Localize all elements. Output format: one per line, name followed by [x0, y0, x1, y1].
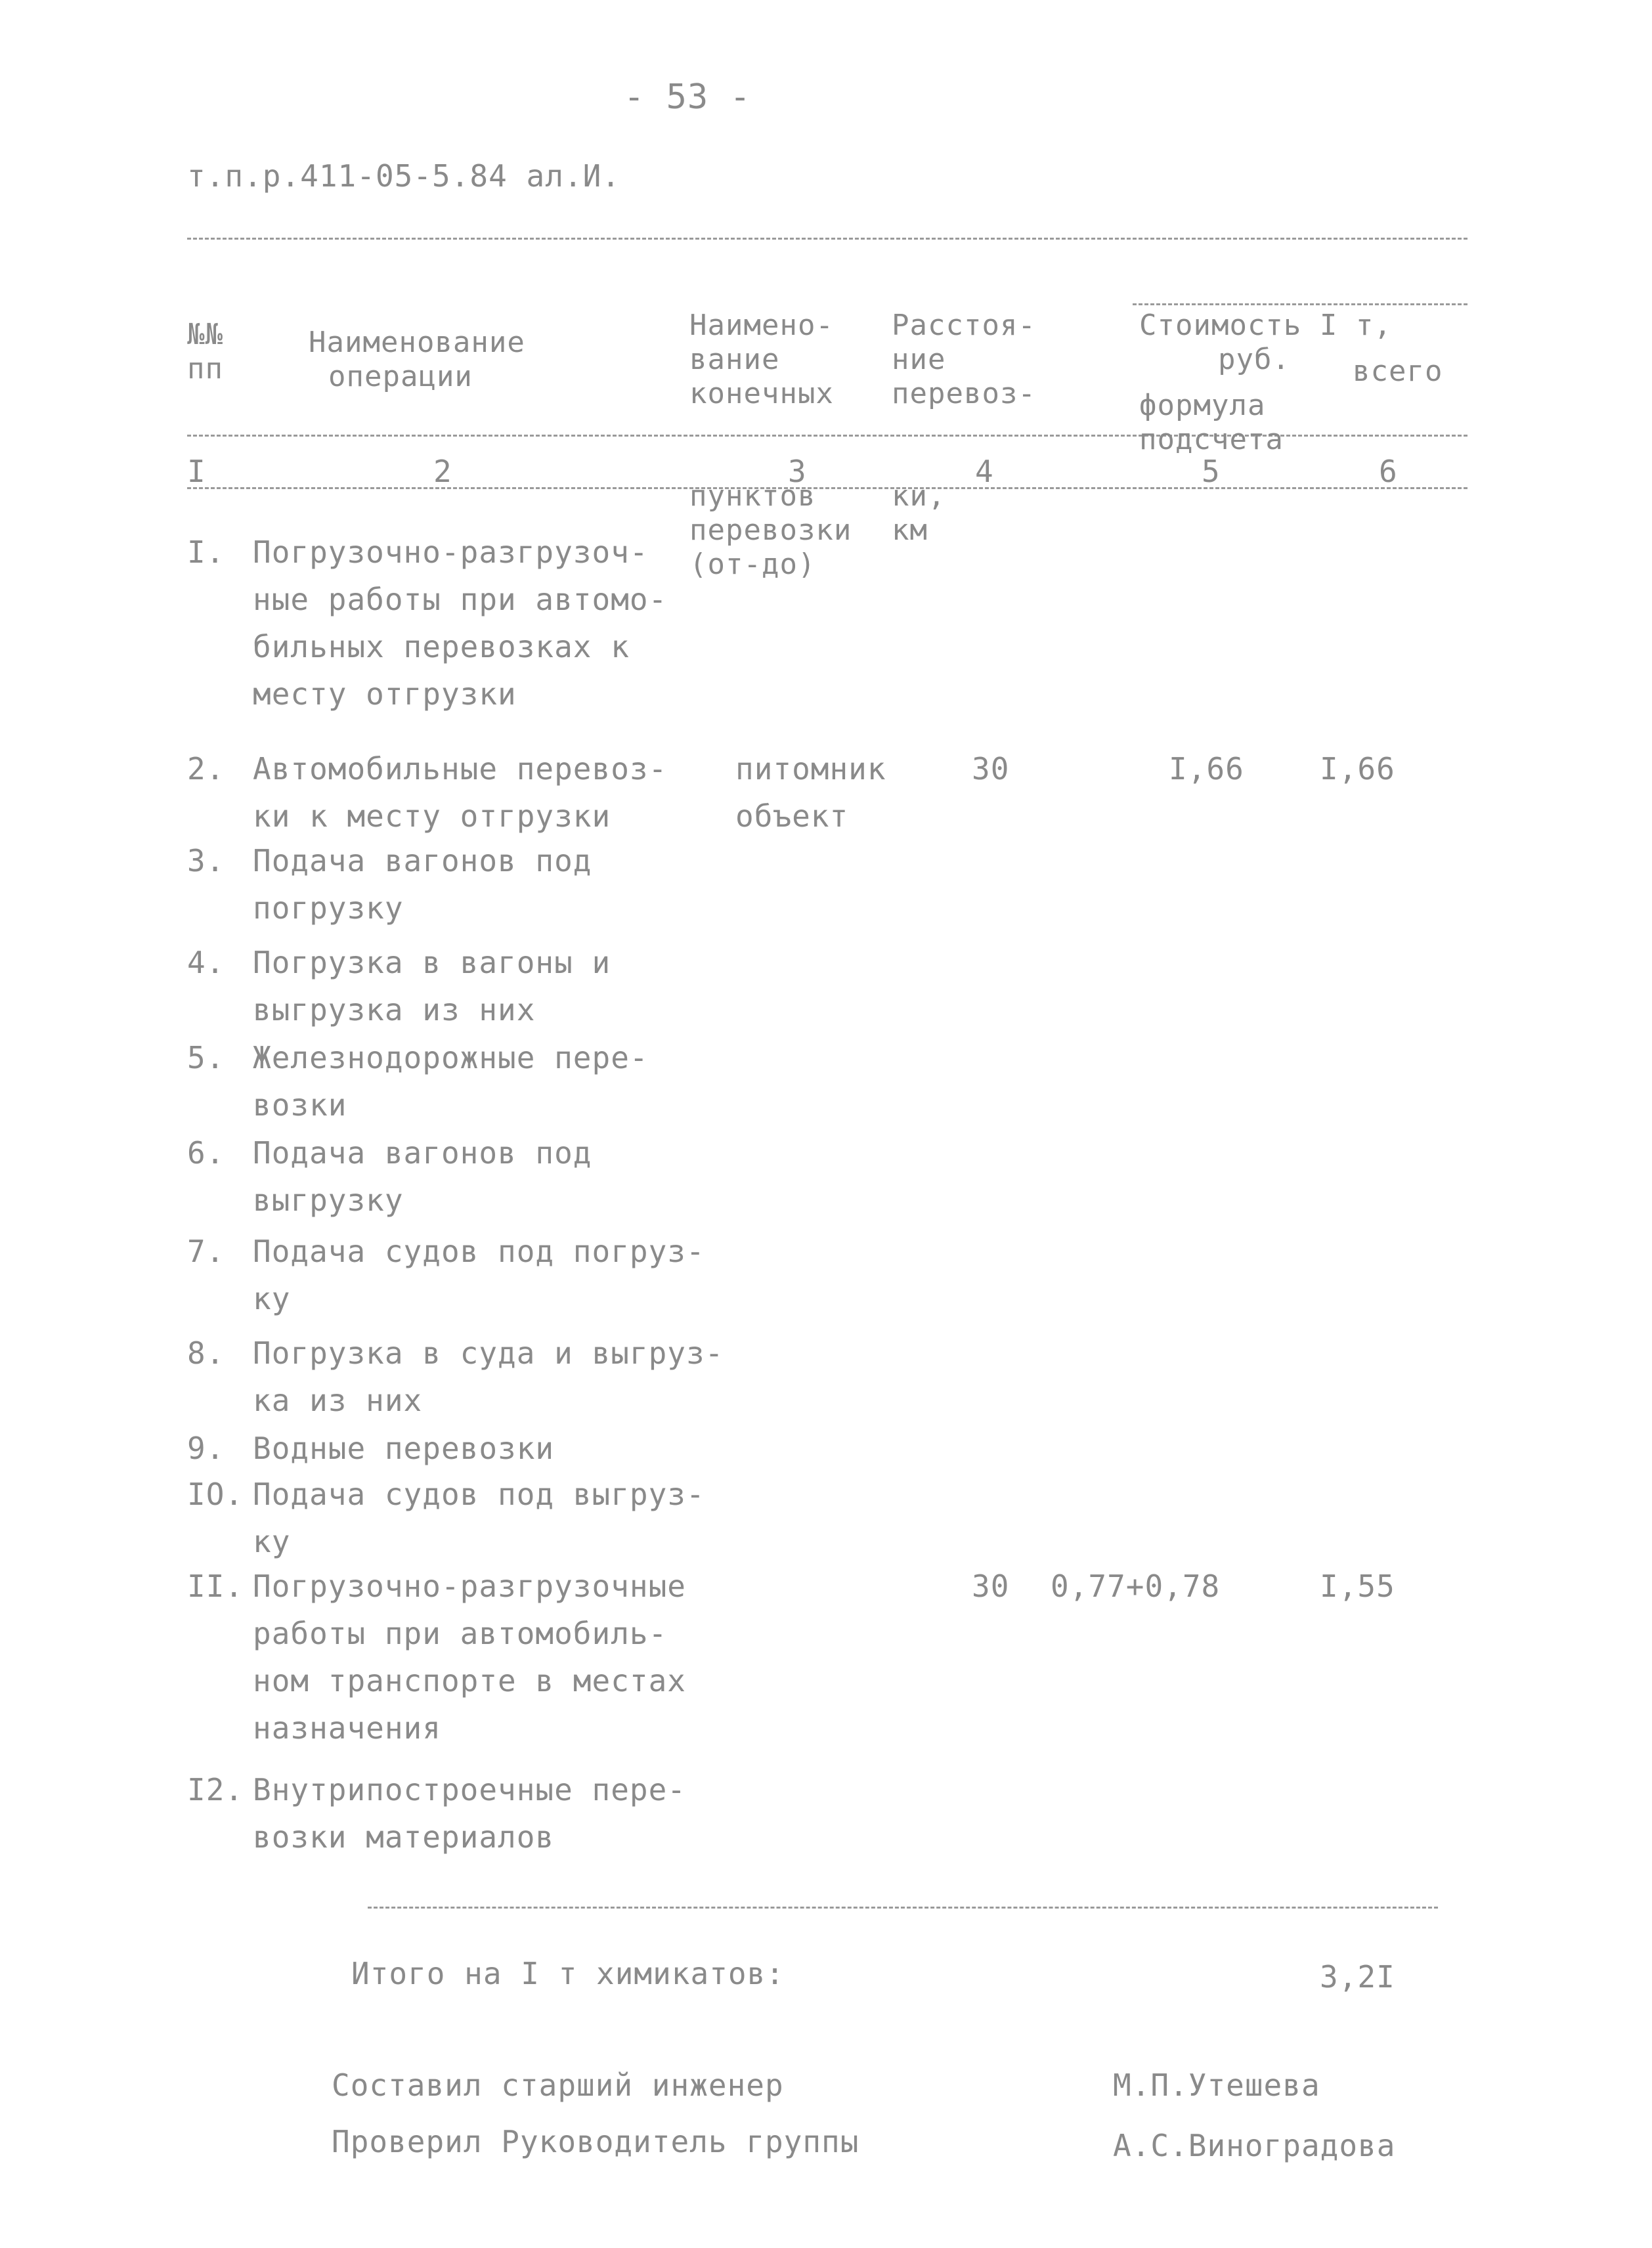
signature-role: Составил старший инженер [332, 2067, 784, 2103]
column-number: 4 [975, 454, 994, 489]
operation-name-line: Водные перевозки [253, 1431, 555, 1466]
operation-name-line: Подача вагонов под [253, 843, 592, 878]
operation-name-line: Погрузка в суда и выгруз- [253, 1335, 724, 1371]
row-number: 2. [187, 751, 225, 787]
row-number: 5. [187, 1040, 225, 1075]
operation-name-line: ку [253, 1281, 291, 1316]
operation-name-line: ка из них [253, 1383, 423, 1418]
operation-name-line: ки к месту отгрузки [253, 798, 611, 834]
row-number: 9. [187, 1431, 225, 1466]
row-number: 6. [187, 1135, 225, 1171]
row-number: II. [187, 1568, 244, 1604]
header-col-operation: Наименование операции [309, 326, 525, 393]
operation-name-line: ном транспорте в местах [253, 1663, 686, 1698]
operation-name-line: Внутрипостроечные пере- [253, 1772, 686, 1807]
operation-name-line: работы при автомобиль- [253, 1616, 668, 1651]
operation-name-line: Погрузка в вагоны и [253, 945, 611, 980]
header-col-route: Наимено- вание конечных пунктов перевозки (от-до) [689, 309, 852, 581]
header-col-number: №№ пп [187, 318, 223, 385]
signature-role: Проверил Руководитель группы [332, 2124, 859, 2159]
total-cell: I,55 [1320, 1568, 1395, 1604]
operation-name-line: возки материалов [253, 1819, 555, 1855]
operation-name-line: Погрузочно-разгрузочные [253, 1568, 686, 1604]
page-number: - 53 - [624, 77, 751, 117]
operation-name-line: бильных перевозках к [253, 629, 630, 664]
operation-name-line: Железнодорожные пере- [253, 1040, 649, 1075]
row-number: 4. [187, 945, 225, 980]
row-number: IO. [187, 1477, 244, 1512]
total-cell: I,66 [1320, 751, 1395, 787]
document-reference: т.п.р.411-05-5.84 ал.И. [187, 158, 620, 194]
operation-name-line: Погрузочно-разгрузоч- [253, 534, 649, 570]
operation-name-line: выгрузку [253, 1182, 404, 1218]
header-top-rule [187, 238, 1467, 240]
total-value: 3,2I [1320, 1959, 1395, 1995]
distance-cell: 30 [972, 751, 1010, 787]
row-number: 3. [187, 843, 225, 878]
operation-name-line: возки [253, 1087, 347, 1123]
signature-name: М.П.Утешева [1113, 2067, 1320, 2103]
column-number: I [187, 454, 206, 489]
header-col-total: всего [1353, 355, 1443, 388]
header-col-cost: Стоимость I т, руб. [1139, 309, 1392, 376]
total-rule [368, 1907, 1438, 1909]
column-number: 2 [433, 454, 452, 489]
route-line: питомник [735, 751, 886, 787]
operation-name-line: Подача судов под погруз- [253, 1234, 705, 1269]
operation-name-line: ку [253, 1524, 291, 1559]
row-number: 8. [187, 1335, 225, 1371]
operation-name-line: Подача судов под выгруз- [253, 1477, 705, 1512]
header-col-formula: формула подсчета [1139, 389, 1284, 456]
operation-name-line: Подача вагонов под [253, 1135, 592, 1171]
operation-name-line: назначения [253, 1710, 441, 1746]
operation-name-line: месту отгрузки [253, 676, 517, 712]
column-number: 6 [1379, 454, 1398, 489]
row-number: I2. [187, 1772, 244, 1807]
formula-cell: I,66 [1169, 751, 1244, 787]
distance-cell: 30 [972, 1568, 1010, 1604]
column-number: 3 [788, 454, 807, 489]
signature-name: А.С.Виноградова [1113, 2128, 1396, 2163]
route-line: объект [735, 798, 849, 834]
row-number: I. [187, 534, 225, 570]
operation-name-line: ные работы при автомо- [253, 582, 668, 617]
row-number: 7. [187, 1234, 225, 1269]
total-label: Итого на I т химикатов: [351, 1956, 785, 1991]
operation-name-line: погрузку [253, 890, 404, 926]
formula-cell: 0,77+0,78 [1051, 1568, 1221, 1604]
operation-name-line: Автомобильные перевоз- [253, 751, 668, 787]
header-col-distance: Расстоя- ние перевоз- ки, км [892, 309, 1036, 547]
column-number: 5 [1202, 454, 1221, 489]
operation-name-line: выгрузка из них [253, 992, 536, 1027]
